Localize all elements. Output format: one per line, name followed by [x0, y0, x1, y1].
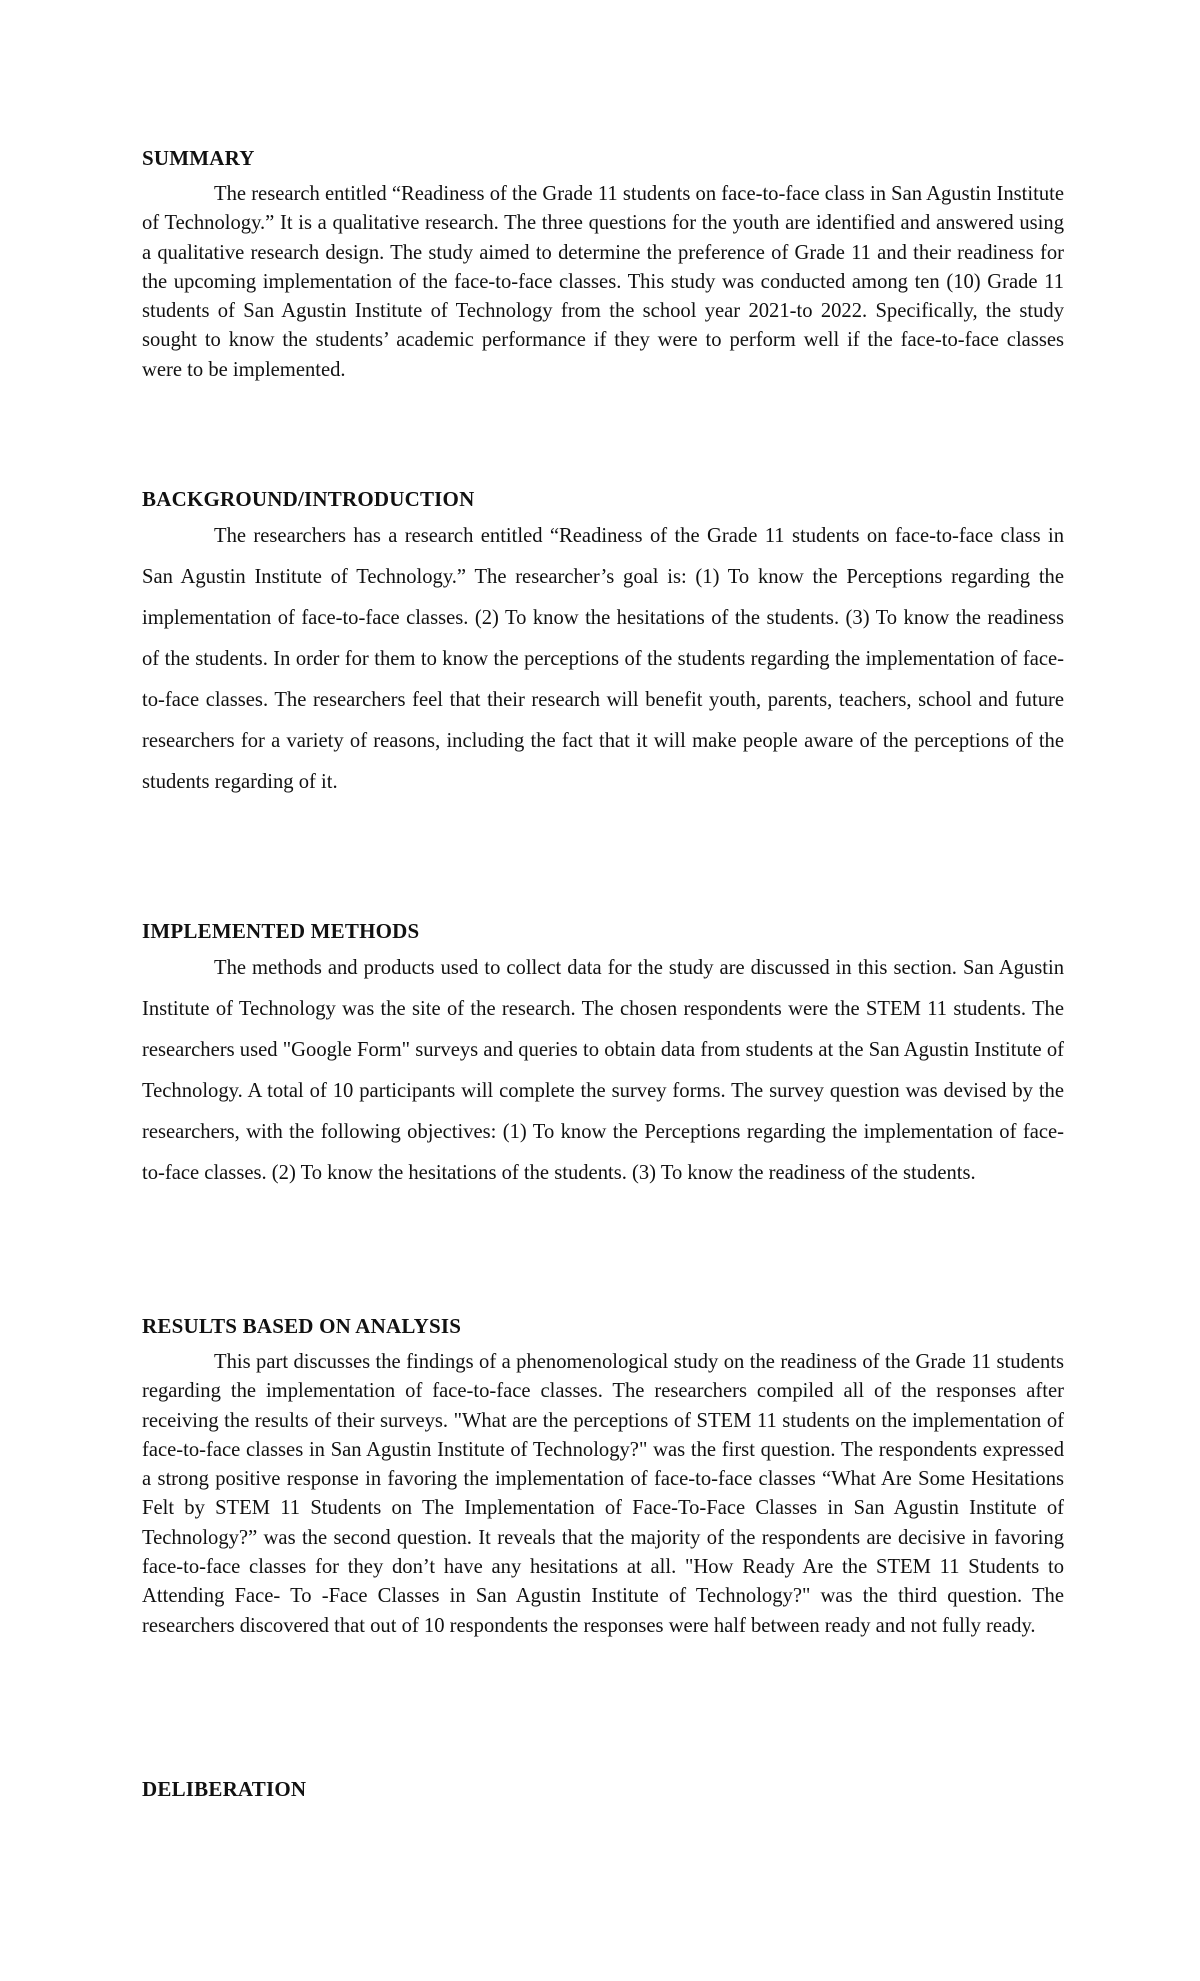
methods-section: [142, 918, 1064, 1194]
deliberation-heading: DELIBERATION: [142, 1777, 307, 1801]
results-section: [142, 1313, 1064, 1641]
methods-heading: IMPLEMENTED METHODS: [142, 919, 420, 943]
summary-section: [142, 145, 1064, 385]
results-heading: RESULTS BASED ON ANALYSIS: [142, 1314, 462, 1338]
results-body: This part discusses the findings of a phenomenological study on the readiness of the Grade 11 students regarding the implementation of face-to-face classes. The researchers compiled all of the responses after receiving the results of their surveys. "What are the perceptions of STEM 11 students on the implementation of face-to-face classes in San Agustin Institute of Technology?" was the first question. The respondents expressed a strong positive response in favoring the implementation of face-to-face classes “What Are Some Hesitations Felt by STEM 11 Students on The Implementation of Face-To-Face Classes in San Agustin Institute of Technology?” was the second question. It reveals that the majority of the respondents are decisive in favoring face-to-face classes for they don’t have any hesitations at all. "How Ready Are the STEM 11 Students to Attending Face- To -Face Classes in San Agustin Institute of Technology?" was the third question. The researchers discovered that out of 10 respondents the responses were half between ready and not fully ready.: [142, 1351, 1064, 1637]
background-body: The researchers has a research entitled “Readiness of the Grade 11 students on face-to-face class in San Agustin Institute of Technology.” The researcher’s goal is: (1) To know the Perceptions regarding the implementation of face-to-face classes. (2) To know the hesitations of the students. (3) To know the readiness of the students. In order for them to know the perceptions of the students regarding the implementation of face-to-face classes. The researchers feel that their research will benefit youth, parents, teachers, school and future researchers for a variety of reasons, including the fact that it will make people aware of the perceptions of the students regarding of it.: [142, 525, 1064, 793]
background-heading: BACKGROUND/INTRODUCTION: [142, 487, 475, 511]
background-section: [142, 486, 1064, 803]
methods-body: The methods and products used to collect data for the study are discussed in this section. San Agustin Institute of Technology was the site of the research. The chosen respondents were the STEM 11 students. The researchers used "Google Form" surveys and queries to obtain data from students at the San Agustin Institute of Technology. A total of 10 participants will complete the survey forms. The survey question was devised by the researchers, with the following objectives: (1) To know the Perceptions regarding the implementation of face-to-face classes. (2) To know the hesitations of the students. (3) To know the readiness of the students.: [142, 957, 1064, 1184]
summary-body: The research entitled “Readiness of the Grade 11 students on face-to-face class in San Agustin Institute of Technology.” It is a qualitative research. The three questions for the youth are identified and answered using a qualitative research design. The study aimed to determine the preference of Grade 11 and their readiness for the upcoming implementation of the face-to-face classes. This study was conducted among ten (10) Grade 11 students of San Agustin Institute of Technology from the school year 2021-to 2022. Specifically, the study sought to know the students’ academic performance if they were to perform well if the face-to-face classes were to be implemented.: [142, 183, 1064, 381]
summary-heading: SUMMARY: [142, 146, 255, 170]
deliberation-section: [142, 1776, 1064, 1802]
